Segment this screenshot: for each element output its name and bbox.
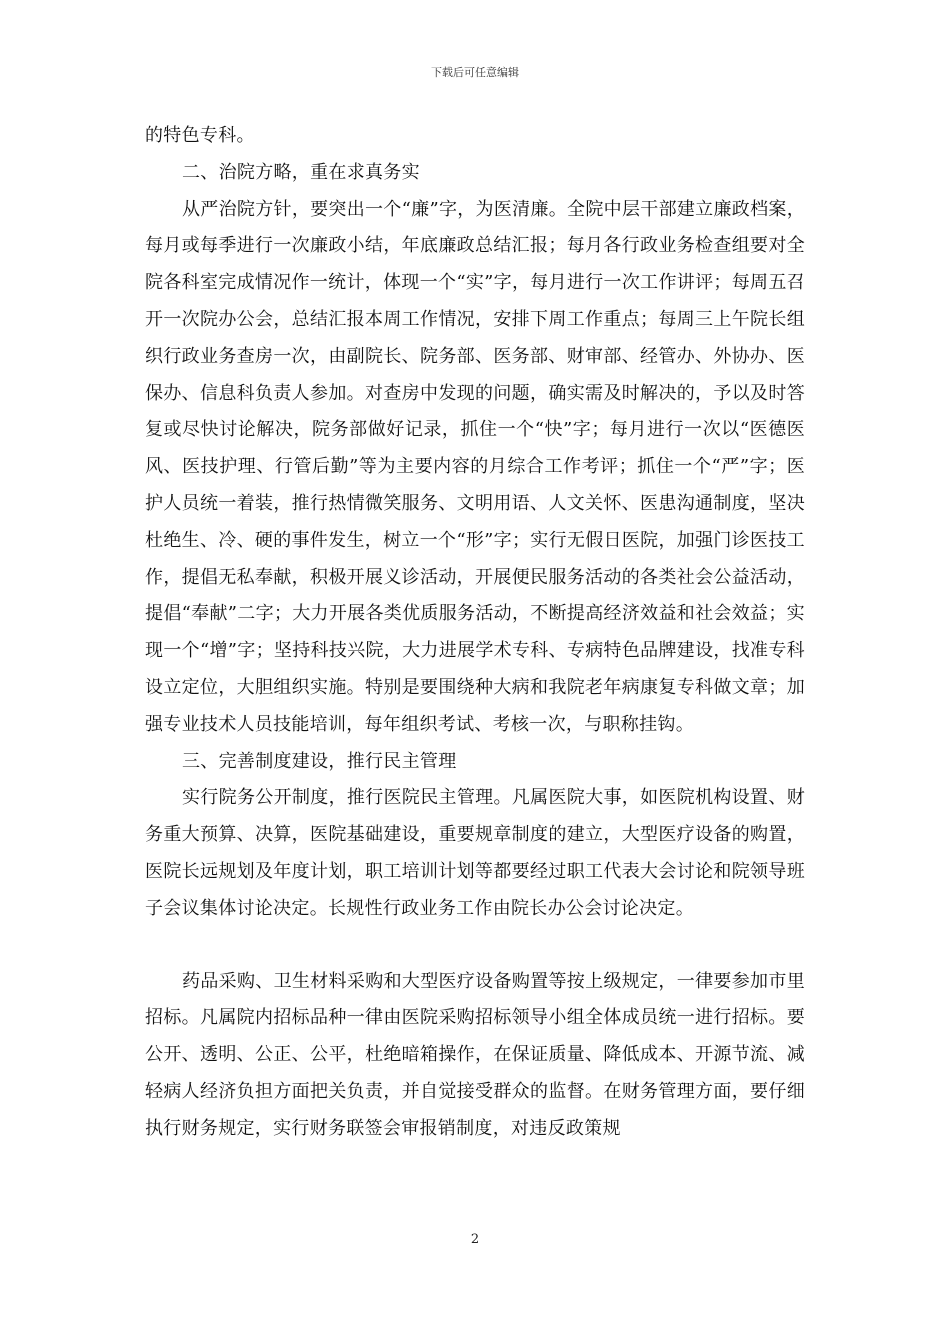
page-number: 2	[470, 1232, 480, 1247]
paragraph-continuation: 的特色专科。	[145, 125, 255, 146]
section-heading-3: 三、完善制度建设，推行民主管理	[182, 750, 457, 772]
paragraph-democratic-management: 实行院务公开制度，推行医院民主管理。凡属医院大事，如医院机构设置、财务重大预算、决算，医院基础建设，重要规章制度的建立，大型医疗设备的购置，医院长远规划及年度计划，职工培训计划等都要经过职工代表大会讨论和院领导班子会议集体讨论决定。长规性行政业务工作由院长办公会讨论决定。	[145, 787, 805, 919]
document-body	[145, 118, 805, 1148]
paragraph-governance: 从严治院方针，要突出一个“廉”字，为医清廉。全院中层干部建立廉政档案，每月或每季进行一次廉政小结，年底廉政总结汇报；每月各行政业务检查组要对全院各科室完成情况作一统计，体现一个“实”字，每月进行一次工作讲评；每周五召开一次院办公会，总结汇报本周工作情况，安排下周工作重点；每周三上午院长组织行政业务查房一次，由副院长、院务部、医务部、财审部、经管办、外协办、医保办、信息科负责人参加。对查房中发现的问题，确实需及时解决的，予以及时答复或尽快讨论解决，院务部做好记录，抓住一个“快”字；每月进行一次以“医德医风、医技护理、行管后勤”等为主要内容的月综合工作考评；抓住一个“严”字；医护人员统一着装，推行热情微笑服务、文明用语、人文关怀、医患沟通制度，坚决杜绝生、冷、硬的事件发生，树立一个“形”字；实行无假日医院，加强门诊医技工作，提倡无私奉献，积极开展义诊活动，开展便民服务活动的各类社会公益活动，提倡“奉献”二字；大力开展各类优质服务活动，不断提高经济效益和社会效益；实现一个“增”字；坚持科技兴院，大力进展学术专科、专病特色品牌建设，找准专科设立定位，大胆组织实施。特别是要围绕种大病和我院老年病康复专科做文章；加强专业技术人员技能培训，每年组织考试、考核一次，与职称挂钩。	[145, 198, 805, 735]
page-header: 下载后可任意编辑	[431, 66, 519, 79]
section-heading-2: 二、治院方略，重在求真务实	[182, 161, 420, 183]
paragraph-procurement: 药品采购、卫生材料采购和大型医疗设备购置等按上级规定，一律要参加市里招标。凡属院内招标品种一律由医院采购招标领导小组全体成员统一进行招标。要公开、透明、公正、公平，杜绝暗箱操作，在保证质量、降低成本、开源节流、减轻病人经济负担方面把关负责，并自觉接受群众的监督。在财务管理方面，要仔细执行财务规定，实行财务联签会审报销制度，对违反政策规	[145, 970, 805, 1139]
